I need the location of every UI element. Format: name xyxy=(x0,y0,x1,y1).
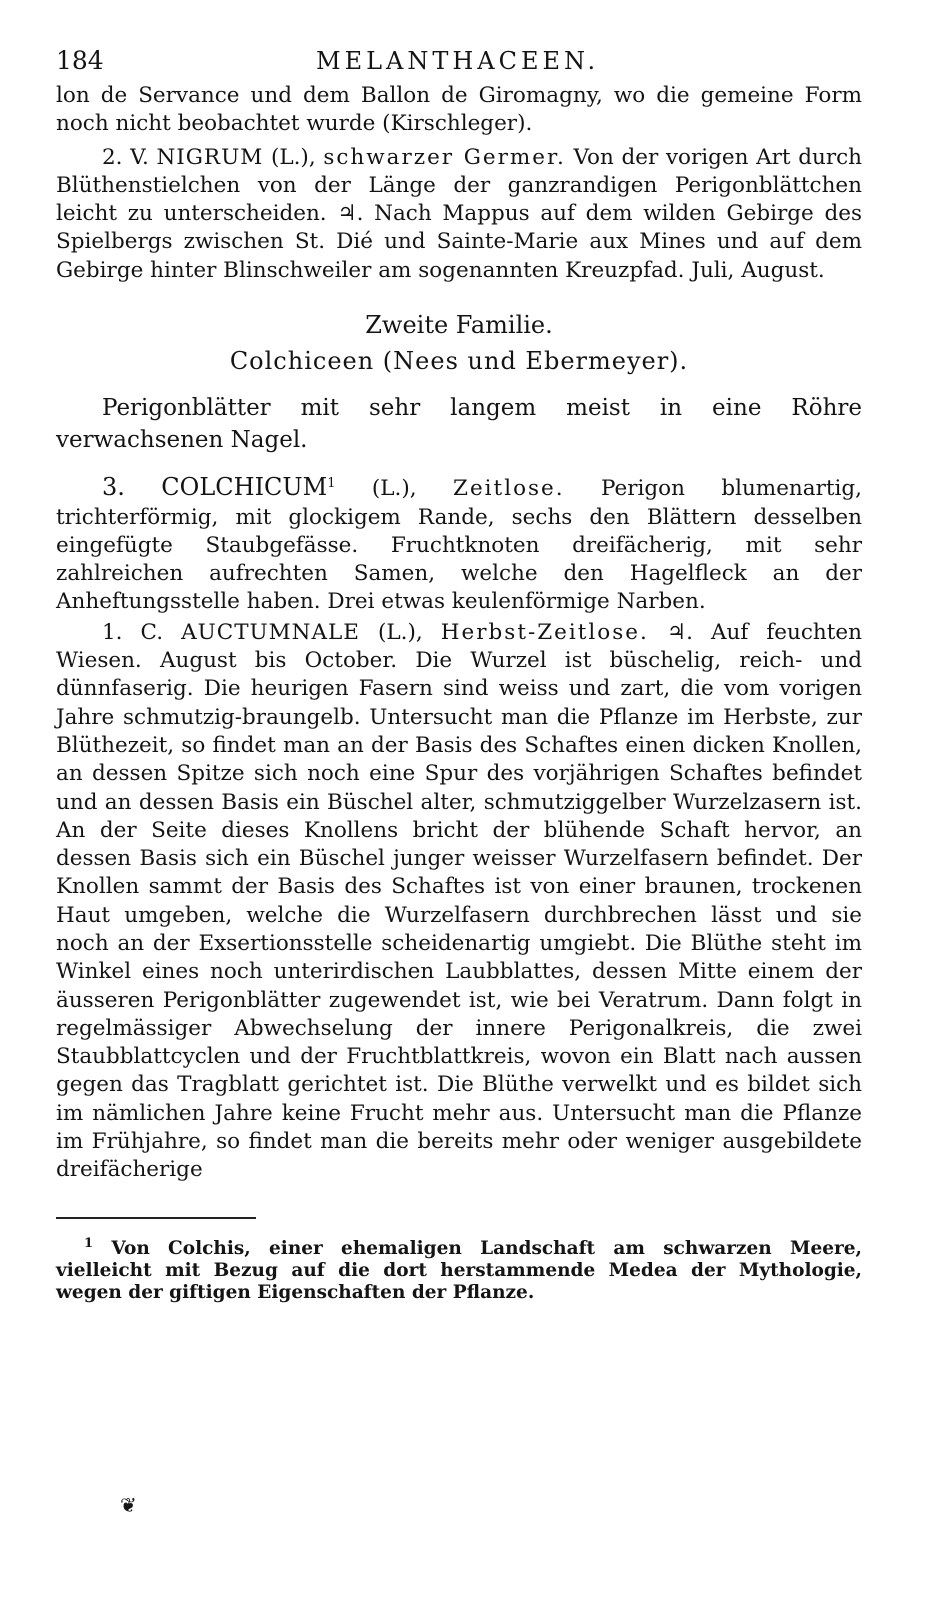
running-title: MELANTHACEEN. xyxy=(316,47,600,75)
species-authority: (L.) xyxy=(270,144,309,170)
footnote-rule xyxy=(56,1217,256,1219)
species-paragraph-nigrum: 2. V. NIGRUM (L.), schwarzer Germer. Von der vorigen Art durch Blüthenstielchen von der Länge der ganzrandigen Perigonblättchen leicht zu unterscheiden. ♃. Nach Mappus auf dem wilden Gebirge des Spielbergs zwischen St. Dié und Sainte-Marie aux Mines und auf dem Gebirge hinter Blinschweiler am sogenannten Kreuzpfad. Juli, August. xyxy=(56,144,863,283)
family-label: Zweite Familie. xyxy=(365,311,553,340)
species-description: ♃. Auf feuchten Wiesen. August bis October. Die Wurzel ist büschelig, reich- und dünnfaserig. Die heurigen Fasern sind weiss und zart, die vom vorigen Jahre schmutzig-braungelb. Untersucht man die Pflanze im Herbste, zur Blüthezeit, so findet man an der Basis des Schaftes einen dicken Knollen, an dessen Spitze sich noch eine Spur des vorjährigen Schaftes befindet und an dessen Basis ein Büschel alter, schmutziggelber Wurzelzasern ist. An der Seite dieses Knollens bricht der blühende Schaft hervor, an dessen Basis sich ein Büschel junger weisser Wurzelfasern befindet. Der Knollen sammt der Basis des Schaftes ist von einer braunen, trockenen Haut umgeben, welche die Wurzelfasern durchbrechen lässt und sie noch an der Exsertionsstelle scheidenartig umgiebt. Die Blüthe steht im Winkel eines noch unterirdischen Laubblattes, dessen Mitte einem der äusseren Perigonblätter zugewendet ist, wie bei Veratrum. Dann folgt in regelmässiger Abwechselung der innere Perigonalkreis, die zwei Staubblattcyclen und der Fruchtblattkreis, wovon ein Blatt nach aussen gegen das Tragblatt gerichtet ist. Die Blüthe verwelkt und es bildet sich im nämlichen Jahre keine Frucht mehr aus. Untersucht man die Pflanze im Frühjahre, so findet man die bereits mehr oder weniger ausgebildete dreifächerige xyxy=(56,619,862,1183)
species-number: 1. C. xyxy=(102,619,164,645)
species-name: AUCTUMNALE xyxy=(181,619,360,645)
common-name: schwarzer Germer. xyxy=(323,144,566,170)
running-header xyxy=(56,46,862,82)
genus-name: COLCHICUM xyxy=(161,473,328,502)
species-paragraph-auctumnale xyxy=(56,619,862,1185)
continued-paragraph: lon de Servance und dem Ballon de Giromagny, wo die gemeine Form noch nicht beobachtet wurde (Kirschleger). xyxy=(56,83,862,137)
family-description: Perigonblätter mit sehr langem meist in eine Röhre verwachsenen Nagel. xyxy=(56,395,862,454)
footnote-marker: 1 xyxy=(327,476,336,492)
genus-common-name: Zeitlose. xyxy=(453,476,565,502)
footnote-number: 1 xyxy=(84,1235,94,1251)
printer-ornament-icon: ❦ xyxy=(120,1493,137,1517)
genus-description: Perigon blumenartig, trichterförmig, mit glockigem Rande, sechs den Blättern desselben eingefügte Staubgefässe. Fruchtknoten dreifächerig, mit sehr zahlreichen aufrechten Samen, welche den Hagelfleck an der Anheftungsstelle haben. Drei etwas keulenförmige Narben. xyxy=(56,476,862,615)
page-number: 184 xyxy=(56,46,104,75)
species-name: NIGRUM xyxy=(156,144,264,170)
footnote-text: Von Colchis, einer ehemaligen Landschaft am schwarzen Meere, vielleicht mit Bezug auf die dort herstammende Medea der Mythologie, wegen der giftigen Eigenschaften der Pflanze. xyxy=(56,1237,862,1303)
family-name: Colchiceen (Nees und Ebermeyer). xyxy=(229,347,689,376)
common-name: Herbst-Zeitlose. xyxy=(440,619,649,645)
species-authority: (L.), xyxy=(378,619,423,645)
genus-number: 3. xyxy=(102,473,125,502)
species-description: Von der vorigen Art durch Blüthenstielchen von der Länge der ganzrandigen Perigonblättchen leicht zu unterscheiden. ♃. Nach Mappus auf dem wilden Gebirge des Spielbergs zwischen St. Dié und Sainte-Marie aux Mines und auf dem Gebirge hinter Blinschweiler am sogenannten Kreuzpfad. Juli, August. xyxy=(56,144,863,283)
species-number: 2. V. xyxy=(102,144,149,170)
genus-authority: (L.), xyxy=(371,476,417,502)
book-page xyxy=(56,46,862,1304)
genus-paragraph-colchicum xyxy=(56,470,862,617)
footnote xyxy=(56,1233,862,1304)
